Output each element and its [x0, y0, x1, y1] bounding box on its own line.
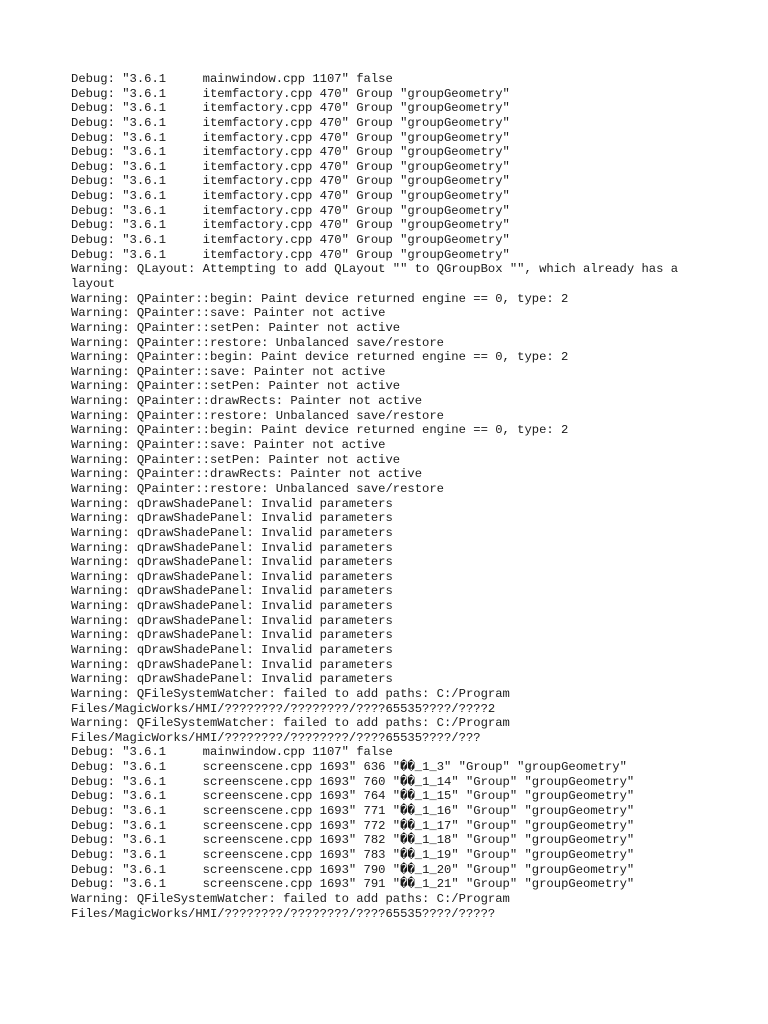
log-line: Warning: qDrawShadePanel: Invalid parameters — [71, 584, 393, 599]
log-line: Warning: QPainter::save: Painter not active — [71, 306, 386, 321]
log-line: Debug: "3.6.1 screenscene.cpp 1693" 760 "��_1_14" "Group" "groupGeometry" — [71, 774, 635, 789]
log-line: Files/MagicWorks/HMI/????????/????????/????65535????/????? — [71, 906, 496, 921]
log-line: Warning: QPainter::restore: Unbalanced save/restore — [71, 335, 444, 350]
log-line: Warning: qDrawShadePanel: Invalid parameters — [71, 540, 393, 555]
log-line: Warning: QPainter::drawRects: Painter not active — [71, 467, 423, 482]
log-line: Warning: QPainter::setPen: Painter not active — [71, 320, 401, 335]
log-line: Warning: qDrawShadePanel: Invalid parameters — [71, 496, 393, 511]
log-line: Debug: "3.6.1 itemfactory.cpp 470" Group "groupGeometry" — [71, 203, 510, 218]
log-line: Warning: QFileSystemWatcher: failed to add paths: C:/Program — [71, 686, 510, 701]
log-line: Warning: QLayout: Attempting to add QLayout "" to QGroupBox "", which already has a — [71, 262, 679, 277]
log-line: Warning: QPainter::begin: Paint device returned engine == 0, type: 2 — [71, 350, 569, 365]
log-line: Warning: qDrawShadePanel: Invalid parameters — [71, 525, 393, 540]
log-line: Debug: "3.6.1 itemfactory.cpp 470" Group "groupGeometry" — [71, 86, 510, 101]
log-line: Warning: qDrawShadePanel: Invalid parameters — [71, 599, 393, 614]
log-line: Debug: "3.6.1 itemfactory.cpp 470" Group "groupGeometry" — [71, 130, 510, 145]
log-line: Warning: qDrawShadePanel: Invalid parameters — [71, 511, 393, 526]
log-line: Debug: "3.6.1 screenscene.cpp 1693" 772 "��_1_17" "Group" "groupGeometry" — [71, 818, 635, 833]
log-line: Warning: QPainter::restore: Unbalanced save/restore — [71, 481, 444, 496]
log-line: Debug: "3.6.1 screenscene.cpp 1693" 783 "��_1_19" "Group" "groupGeometry" — [71, 847, 635, 862]
log-line: Debug: "3.6.1 itemfactory.cpp 470" Group "groupGeometry" — [71, 174, 510, 189]
log-line: Warning: QPainter::setPen: Painter not active — [71, 379, 401, 394]
log-line: Warning: qDrawShadePanel: Invalid parameters — [71, 613, 393, 628]
log-line: Warning: QPainter::setPen: Painter not active — [71, 452, 401, 467]
log-line: Debug: "3.6.1 screenscene.cpp 1693" 790 "��_1_20" "Group" "groupGeometry" — [71, 862, 635, 877]
log-line: Debug: "3.6.1 itemfactory.cpp 470" Group "groupGeometry" — [71, 145, 510, 160]
log-line: Warning: QPainter::begin: Paint device returned engine == 0, type: 2 — [71, 423, 569, 438]
log-line: Debug: "3.6.1 screenscene.cpp 1693" 791 "��_1_21" "Group" "groupGeometry" — [71, 877, 635, 892]
log-line: Warning: QFileSystemWatcher: failed to add paths: C:/Program — [71, 891, 510, 906]
log-line: Warning: qDrawShadePanel: Invalid parameters — [71, 569, 393, 584]
log-line: Debug: "3.6.1 itemfactory.cpp 470" Group "groupGeometry" — [71, 101, 510, 116]
log-line: Warning: QPainter::save: Painter not active — [71, 438, 386, 453]
log-text-block — [71, 72, 731, 921]
log-line: Debug: "3.6.1 itemfactory.cpp 470" Group "groupGeometry" — [71, 115, 510, 130]
log-line: Warning: qDrawShadePanel: Invalid parameters — [71, 642, 393, 657]
log-document — [71, 72, 731, 921]
log-line: layout — [71, 276, 115, 291]
log-line: Warning: QPainter::save: Painter not active — [71, 364, 386, 379]
log-line: Debug: "3.6.1 itemfactory.cpp 470" Group "groupGeometry" — [71, 189, 510, 204]
log-line: Debug: "3.6.1 screenscene.cpp 1693" 636 "��_1_3" "Group" "groupGeometry" — [71, 760, 627, 775]
log-line: Debug: "3.6.1 itemfactory.cpp 470" Group "groupGeometry" — [71, 159, 510, 174]
log-line: Warning: qDrawShadePanel: Invalid parameters — [71, 628, 393, 643]
log-line: Debug: "3.6.1 itemfactory.cpp 470" Group "groupGeometry" — [71, 247, 510, 262]
log-line: Debug: "3.6.1 itemfactory.cpp 470" Group "groupGeometry" — [71, 233, 510, 248]
log-line: Warning: QPainter::drawRects: Painter not active — [71, 394, 423, 409]
log-line: Warning: QPainter::restore: Unbalanced save/restore — [71, 408, 444, 423]
log-line: Debug: "3.6.1 screenscene.cpp 1693" 771 "��_1_16" "Group" "groupGeometry" — [71, 804, 635, 819]
log-line: Debug: "3.6.1 screenscene.cpp 1693" 782 "��_1_18" "Group" "groupGeometry" — [71, 833, 635, 848]
log-line: Files/MagicWorks/HMI/????????/????????/????65535????/????2 — [71, 701, 496, 716]
log-line: Debug: "3.6.1 mainwindow.cpp 1107" false — [71, 745, 393, 760]
log-line: Warning: qDrawShadePanel: Invalid parameters — [71, 555, 393, 570]
log-line: Warning: QFileSystemWatcher: failed to add paths: C:/Program — [71, 716, 510, 731]
log-line: Debug: "3.6.1 mainwindow.cpp 1107" false — [71, 72, 393, 86]
log-line: Files/MagicWorks/HMI/????????/????????/????65535????/??? — [71, 730, 481, 745]
log-line: Warning: qDrawShadePanel: Invalid parameters — [71, 657, 393, 672]
log-line: Warning: QPainter::begin: Paint device returned engine == 0, type: 2 — [71, 291, 569, 306]
log-line: Warning: qDrawShadePanel: Invalid parameters — [71, 672, 393, 687]
log-line: Debug: "3.6.1 itemfactory.cpp 470" Group "groupGeometry" — [71, 218, 510, 233]
log-line: Debug: "3.6.1 screenscene.cpp 1693" 764 "��_1_15" "Group" "groupGeometry" — [71, 789, 635, 804]
